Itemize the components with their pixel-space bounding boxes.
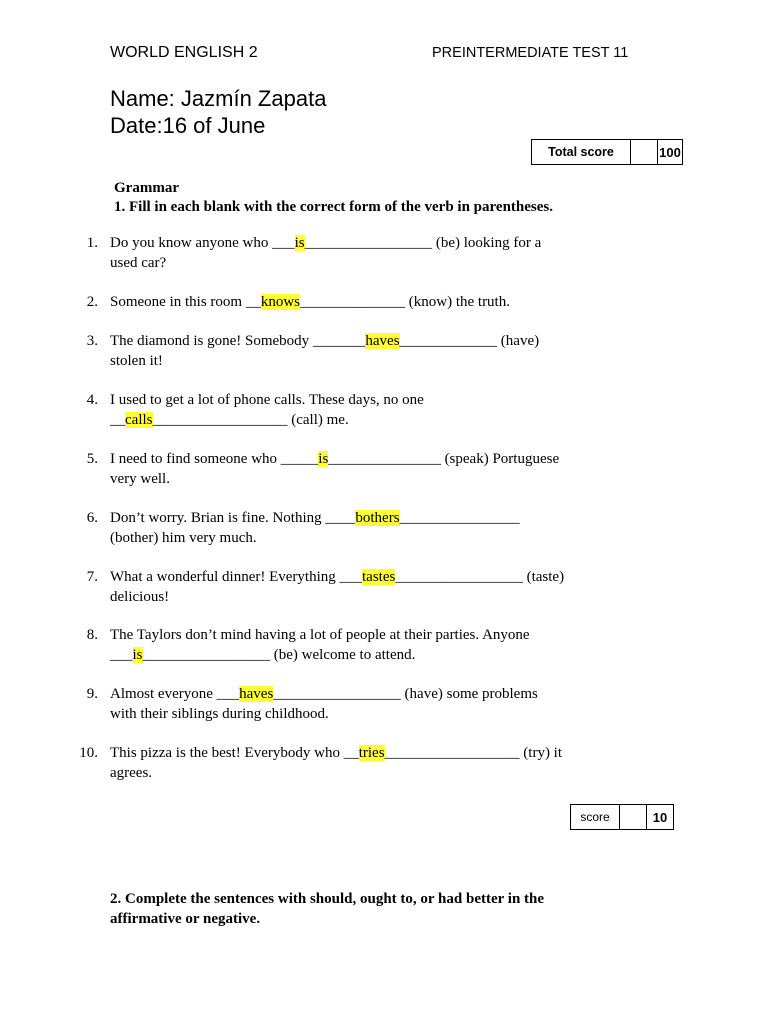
question-number: 6. bbox=[86, 510, 98, 526]
question-text-line2: used car? bbox=[110, 255, 167, 271]
question-text: _________________ (taste) bbox=[395, 569, 565, 585]
question-number: 5. bbox=[86, 451, 98, 467]
section-2-instruction bbox=[110, 889, 544, 929]
question-text: Almost everyone ___ bbox=[110, 686, 240, 702]
test-title: PREINTERMEDIATE TEST 11 bbox=[432, 45, 629, 61]
question-number: 3. bbox=[86, 333, 98, 349]
question-text: _________________ (be) welcome to attend. bbox=[142, 647, 416, 663]
question-text: ______________ (know) the truth. bbox=[300, 294, 510, 310]
question-number: 1. bbox=[86, 235, 98, 251]
total-score-value: 100 bbox=[658, 140, 683, 165]
answer: haves bbox=[239, 686, 274, 702]
course-title: WORLD ENGLISH 2 bbox=[110, 44, 258, 61]
question-text: Someone in this room __ bbox=[110, 294, 261, 310]
answer: tastes bbox=[362, 569, 396, 585]
answer: bothers bbox=[355, 510, 400, 526]
question-text: _____________ (have) bbox=[399, 333, 540, 349]
test-date: Date:16 of June bbox=[110, 113, 266, 138]
section-2-line-2: affirmative or negative. bbox=[110, 911, 261, 927]
question-text-line2: (bother) him very much. bbox=[110, 530, 257, 546]
question-text-line2: delicious! bbox=[110, 589, 170, 605]
section-score-label: score bbox=[571, 805, 620, 830]
answer: knows bbox=[260, 294, 300, 310]
section-title: Grammar bbox=[114, 180, 179, 196]
question-text-line2: with their siblings during childhood. bbox=[110, 706, 329, 722]
total-score-blank-cell bbox=[631, 140, 658, 165]
answer: tries bbox=[358, 745, 385, 761]
section-score-box bbox=[570, 804, 674, 830]
question-text-line2: agrees. bbox=[110, 765, 153, 781]
question-number: 7. bbox=[86, 569, 98, 585]
question-number: 4. bbox=[86, 392, 98, 408]
answer: is bbox=[318, 451, 329, 467]
question-text: I need to find someone who _____ bbox=[110, 451, 319, 467]
question-text: Do you know anyone who ___ bbox=[110, 235, 295, 251]
question-text: What a wonderful dinner! Everything ___ bbox=[110, 569, 363, 585]
answer: is bbox=[132, 647, 143, 663]
question-text: I used to get a lot of phone calls. These days, no one bbox=[110, 392, 424, 408]
section-score-blank-cell bbox=[620, 805, 647, 830]
question-text-line2: stolen it! bbox=[110, 353, 163, 369]
question-text: ________________ bbox=[399, 510, 520, 526]
question-number: 8. bbox=[86, 627, 98, 643]
question-text: Don’t worry. Brian is fine. Nothing ____ bbox=[110, 510, 356, 526]
answer: calls bbox=[125, 412, 153, 428]
section-2-line-1: 2. Complete the sentences with should, ought to, or had better in the bbox=[110, 891, 545, 907]
question-number: 10. bbox=[79, 745, 98, 761]
question-text-line2: very well. bbox=[110, 471, 170, 487]
question-text: _________________ (have) some problems bbox=[273, 686, 538, 702]
question-text: __________________ (try) it bbox=[384, 745, 563, 761]
section-score-value: 10 bbox=[647, 805, 674, 830]
question-text: _________________ (be) looking for a bbox=[304, 235, 542, 251]
question-text: ___ bbox=[110, 647, 133, 663]
answer: is bbox=[294, 235, 305, 251]
question-text: _______________ (speak) Portuguese bbox=[328, 451, 560, 467]
student-name: Name: Jazmín Zapata bbox=[110, 86, 327, 111]
question-text: This pizza is the best! Everybody who __ bbox=[110, 745, 359, 761]
question-text: The diamond is gone! Somebody _______ bbox=[110, 333, 366, 349]
question-number: 9. bbox=[86, 686, 98, 702]
question-number: 2. bbox=[86, 294, 98, 310]
answer: haves bbox=[365, 333, 400, 349]
question-text: __________________ (call) me. bbox=[152, 412, 349, 428]
question-text: The Taylors don’t mind having a lot of people at their parties. Anyone bbox=[110, 627, 530, 643]
total-score-label: Total score bbox=[532, 140, 631, 165]
section-instruction: 1. Fill in each blank with the correct form of the verb in parentheses. bbox=[114, 199, 553, 215]
total-score-box bbox=[531, 139, 683, 165]
question-text: __ bbox=[110, 412, 125, 428]
